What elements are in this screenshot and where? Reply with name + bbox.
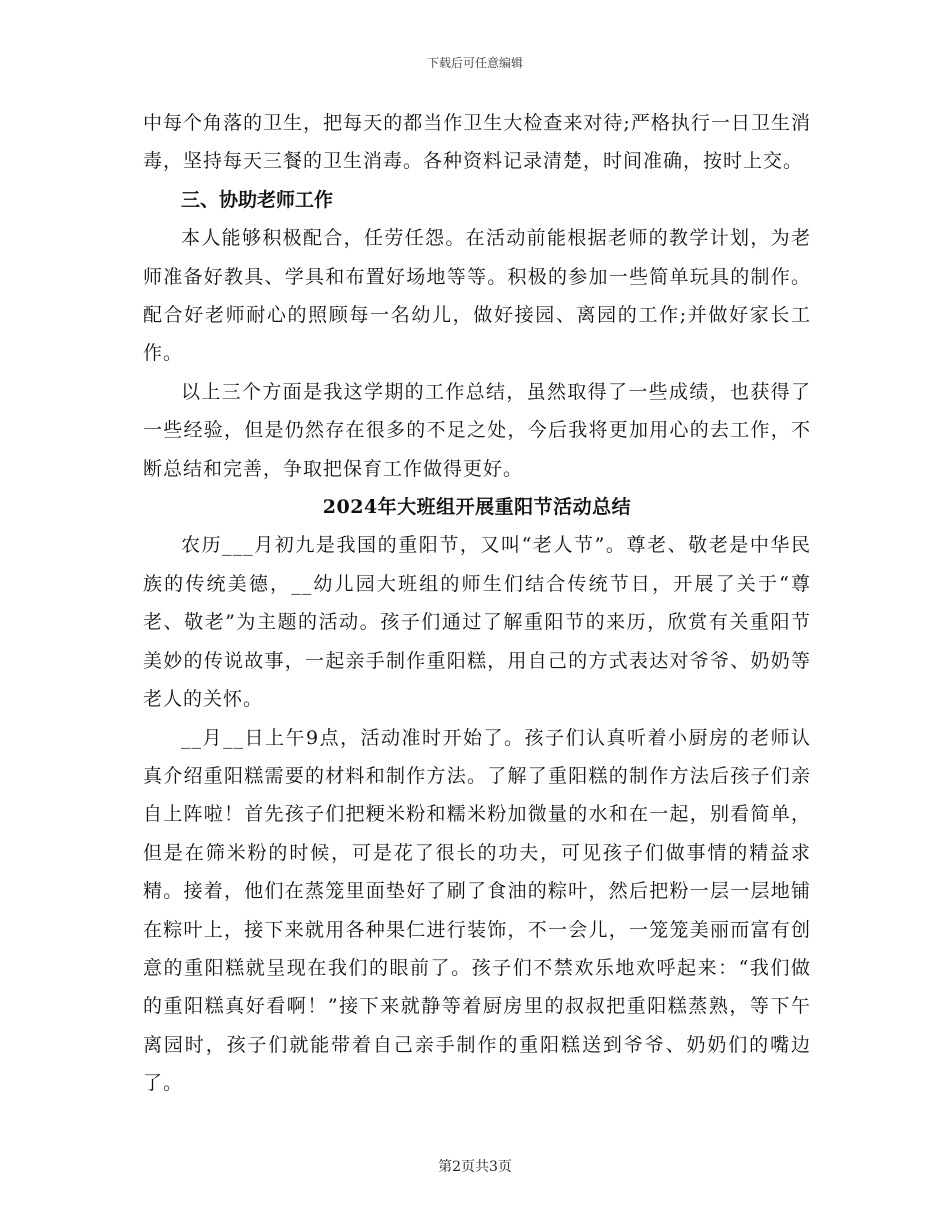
paragraph-double-ninth-intro: 农历___月初九是我国的重阳节，又叫“老人节”。尊老、敬老是中华民族的传统美德，__幼儿园大班组的师生们结合传统节日，开展了关于“尊老、敬老”为主题的活动。孩子们通过了解重阳节的来历，欣赏有关重阳节美妙的传说故事，一起亲手制作重阳糕，用自己的方式表达对爷爷、奶奶等老人的关怀。 <box>143 534 811 711</box>
document-title: 2024年大班组开展重阳节活动总结 <box>322 496 632 519</box>
document-body <box>143 104 811 1103</box>
section-heading-assist-teacher: 三、协助老师工作 <box>181 188 334 211</box>
paragraph-assist-teacher: 本人能够积极配合，任劳任怨。在活动前能根据老师的教学计划，为老师准备好教具、学具和布置好场地等等。积极的参加一些简单玩具的制作。配合好老师耐心的照顾每一名幼儿，做好接园、离园的工作;并做好家长工作。 <box>143 227 811 365</box>
paragraph-activity-details: __月__日上午9点，活动准时开始了。孩子们认真听着小厨房的老师认真介绍重阳糕需要的材料和制作方法。了解了重阳糕的制作方法后孩子们亲自上阵啦！首先孩子们把粳米粉和糯米粉加微量的水和在一起，别看简单，但是在筛米粉的时候，可是花了很长的功夫，可见孩子们做事情的精益求精。接着，他们在蒸笼里面垫好了刷了食油的粽叶，然后把粉一层一层地铺在粽叶上，接下来就用各种果仁进行装饰，不一会儿，一笼笼美丽而富有创意的重阳糕就呈现在我们的眼前了。孩子们不禁欢乐地欢呼起来：“我们做的重阳糕真好看啊！”接下来就静等着厨房里的叔叔把重阳糕蒸熟，等下午离园时，孩子们就能带着自己亲手制作的重阳糕送到爷爷、奶奶们的嘴边了。 <box>143 726 811 1095</box>
paragraph-summary: 以上三个方面是我这学期的工作总结，虽然取得了一些成绩，也获得了一些经验，但是仍然存在很多的不足之处，今后我将更加用心的去工作，不断总结和完善，争取把保育工作做得更好。 <box>143 380 811 480</box>
paragraph-hygiene: 中每个角落的卫生，把每天的都当作卫生大检查来对待;严格执行一日卫生消毒，坚持每天三餐的卫生消毒。各种资料记录清楚，时间准确，按时上交。 <box>143 112 811 173</box>
page-header: 下载后可任意编辑 <box>426 56 523 70</box>
page-footer: 第2页共3页 <box>438 1159 512 1175</box>
